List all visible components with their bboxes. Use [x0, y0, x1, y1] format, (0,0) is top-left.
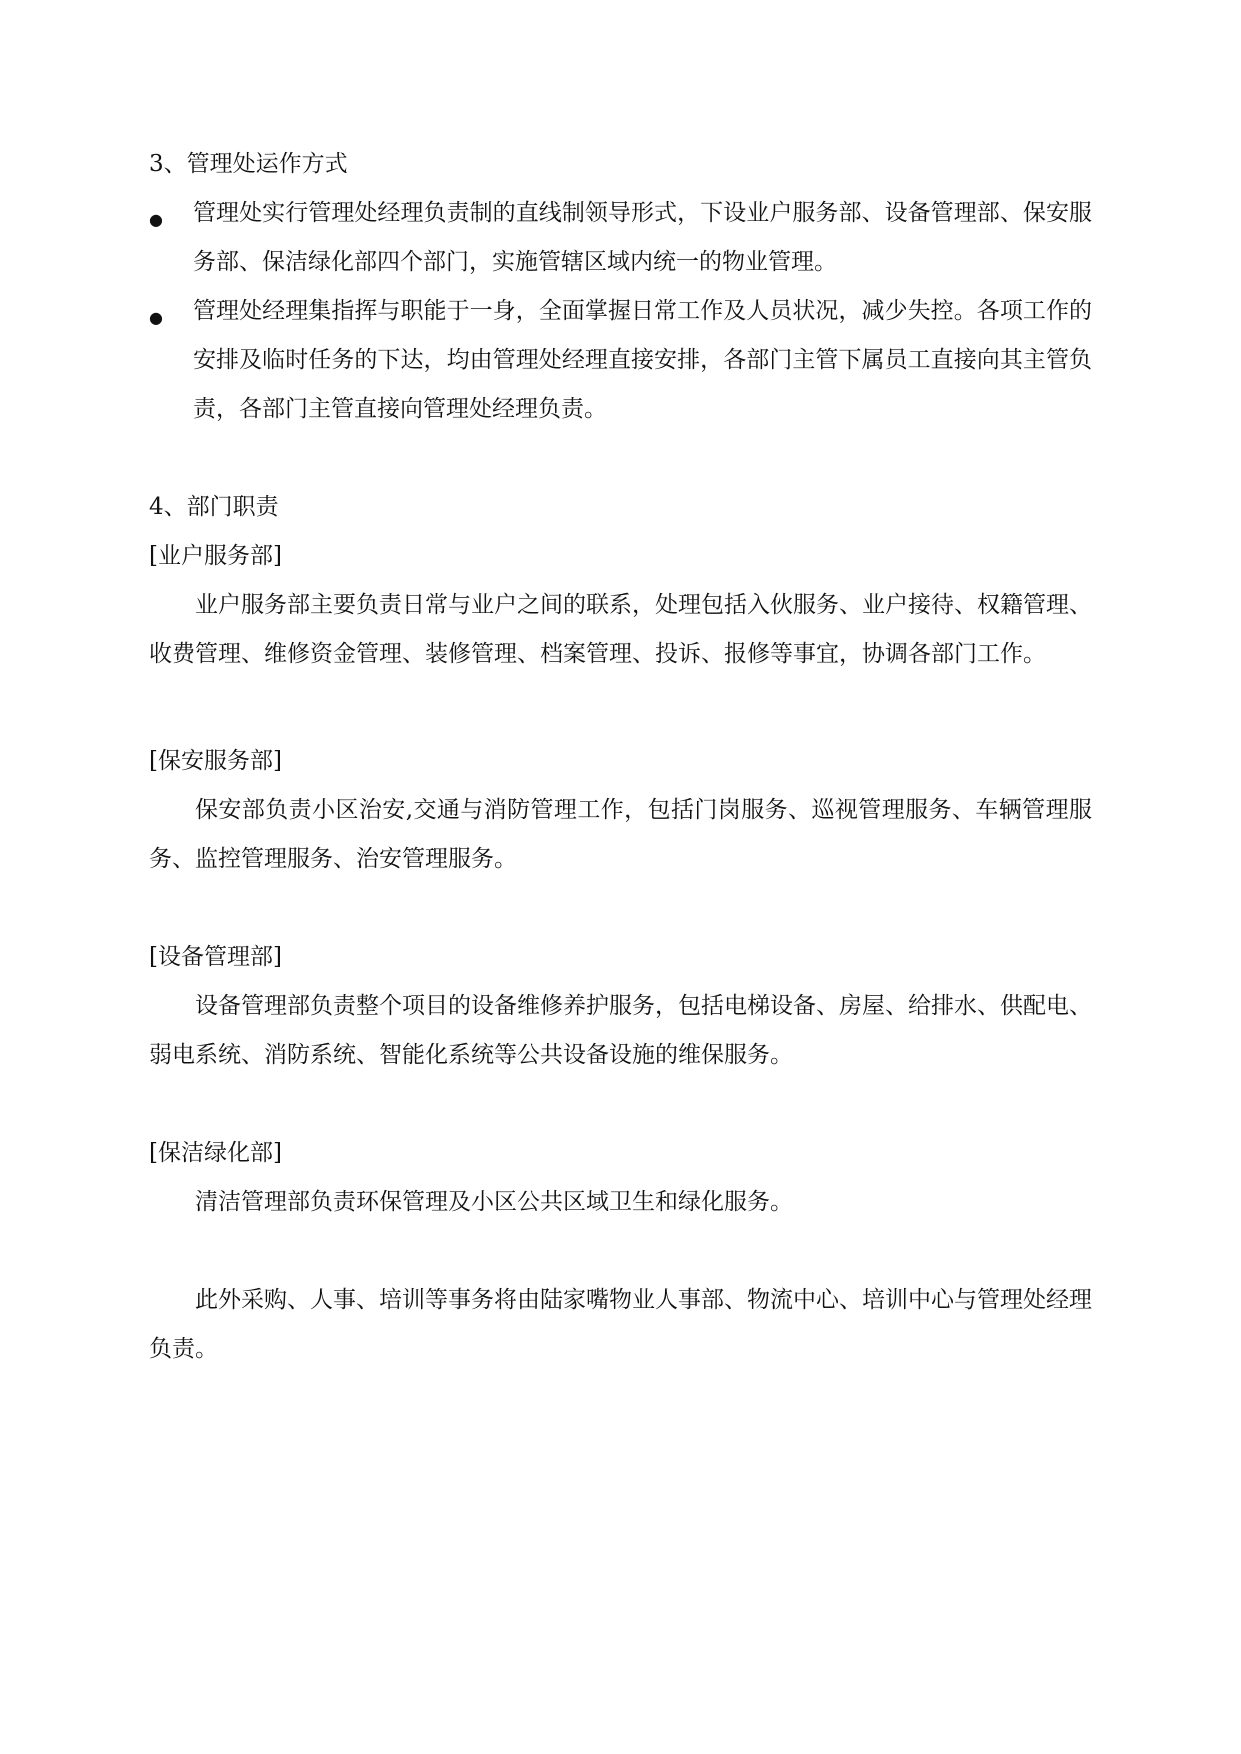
- department-text-cleaning: 清洁管理部负责环保管理及小区公共区域卫生和绿化服务。: [195, 1189, 793, 1215]
- closing-paragraph: 此外采购、人事、培训等事务将由陆家嘴物业人事部、物流中心、培训中心与管理处经理负责。: [149, 1287, 1092, 1362]
- bullet-dot-icon: ●: [149, 210, 163, 229]
- section-spacer: [149, 1080, 1092, 1129]
- department-text-equipment: 设备管理部负责整个项目的设备维修养护服务，包括电梯设备、房屋、给排水、供配电、弱电系统、消防系统、智能化系统等公共设备设施的维保服务。: [149, 993, 1092, 1068]
- bullet-item: [149, 287, 1092, 434]
- bullet-dot-icon: ●: [149, 308, 163, 327]
- department-title-customer-service: [业户服务部]: [149, 543, 282, 569]
- section-3-bullet-list: [149, 189, 1092, 434]
- section-4-heading: 4、部门职责: [149, 494, 279, 520]
- department-text-security: 保安部负责小区治安,交通与消防管理工作，包括门岗服务、巡视管理服务、车辆管理服务、监控管理服务、治安管理服务。: [149, 797, 1092, 872]
- section-spacer: [149, 434, 1092, 483]
- section-3-heading: 3、管理处运作方式: [149, 151, 348, 177]
- department-title-security: [保安服务部]: [149, 748, 282, 774]
- document-page: [149, 140, 1092, 1374]
- bullet-item: [149, 189, 1092, 287]
- department-title-cleaning: [保洁绿化部]: [149, 1140, 282, 1166]
- section-spacer: [149, 679, 1092, 737]
- department-title-equipment: [设备管理部]: [149, 944, 282, 970]
- bullet-text: 管理处经理集指挥与职能于一身，全面掌握日常工作及人员状况，减少失控。各项工作的安排及临时任务的下达，均由管理处经理直接安排，各部门主管下属员工直接向其主管负责，各部门主管直接向管理处经理负责。: [193, 298, 1092, 422]
- section-spacer: [149, 884, 1092, 933]
- department-text-customer-service: 业户服务部主要负责日常与业户之间的联系，处理包括入伙服务、业户接待、权籍管理、收费管理、维修资金管理、装修管理、档案管理、投诉、报修等事宜，协调各部门工作。: [149, 592, 1092, 667]
- section-spacer: [149, 1227, 1092, 1276]
- bullet-text: 管理处实行管理处经理负责制的直线制领导形式，下设业户服务部、设备管理部、保安服务部、保洁绿化部四个部门，实施管辖区域内统一的物业管理。: [193, 200, 1092, 275]
